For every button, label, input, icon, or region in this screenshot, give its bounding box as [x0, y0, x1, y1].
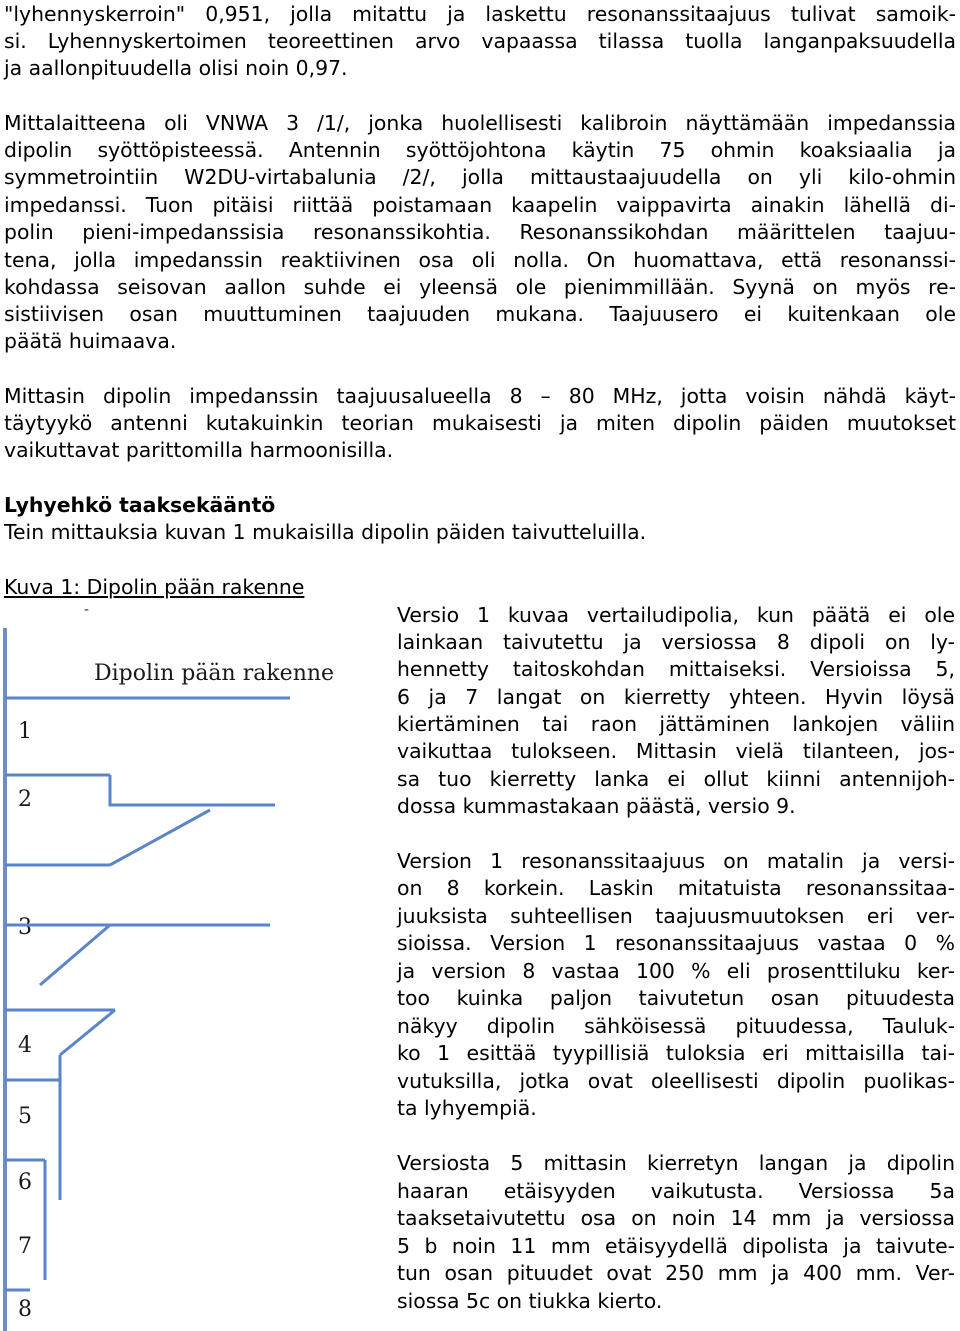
- text-line: vaikuttaa tulokseen. Mittasin vielä tilanteen, jos-: [397, 739, 955, 763]
- text-line: 6 ja 7 langat on kierretty yhteen. Hyvin löysä: [397, 685, 955, 709]
- dipole-end-figure: [0, 600, 380, 1331]
- text-line: ja version 8 vastaa 100 % eli prosenttiluku ker-: [397, 959, 955, 983]
- version-label-2: 2: [18, 787, 32, 812]
- text-line: täytyykö antenni kutakuinkin teorian mukaisesti ja miten dipolin päiden muutokset: [4, 411, 956, 435]
- text-line: impedanssi. Tuon pitäisi riittää poistamaan kaapelin vaippavirta ainakin lähellä di-: [4, 193, 956, 217]
- figure-tick-mark: -: [84, 602, 90, 618]
- text-line: tun osan pituudet ovat 250 mm ja 400 mm. Ver-: [397, 1261, 955, 1285]
- text-line: siossa 5c on tiukka kierto.: [397, 1289, 663, 1313]
- figure-title: Dipolin pään rakenne: [94, 661, 335, 686]
- text-line: dipolin syöttöpisteessä. Antennin syöttöjohtona käytin 75 ohmin koaksiaalia ja: [4, 138, 956, 162]
- version-label-7: 7: [18, 1234, 32, 1259]
- text-line: juuksista suhteellisen taajuusmuutoksen eri ver-: [397, 904, 955, 928]
- text-line: Version 1 resonanssitaajuus on matalin ja versi-: [397, 849, 955, 873]
- version-2-bend: [110, 775, 275, 805]
- text-line: haaran etäisyyden vaikutusta. Versiossa 5a: [397, 1179, 955, 1203]
- figure-caption: Kuva 1: Dipolin pään rakenne: [4, 575, 305, 599]
- version-label-1: 1: [18, 719, 32, 744]
- text-line: ko 1 esittää tyypillisiä tuloksia eri mittaisilla tai-: [397, 1041, 955, 1065]
- version-label-3: 3: [18, 915, 32, 940]
- version-label-5: 5: [18, 1104, 32, 1129]
- version-5-bend: [60, 1010, 115, 1055]
- text-line: päätä huimaava.: [4, 329, 177, 353]
- text-line: näkyy dipolin sähköisessä pituudessa, Tauluk-: [397, 1014, 955, 1038]
- text-line: symmetrointiin W2DU-virtabalunia /2/, jolla mittaustaajuudella on yli kilo-ohmin: [4, 165, 956, 189]
- text-line: 5 b noin 11 mm etäisyydellä dipolista ja taivute-: [397, 1234, 955, 1258]
- text-line: taaksetaivutettu osa on noin 14 mm ja versiossa: [397, 1206, 955, 1230]
- text-line: polin pieni-impedanssisia resonanssikohtia. Resonanssikohdan määrittelen taajuu-: [4, 220, 956, 244]
- text-line: sistiivisen osan muuttuminen taajuuden mukana. Taajuusero ei kuitenkaan ole: [4, 302, 956, 326]
- text-line: hennetty taitoskohdan mittaiseksi. Versioissa 5,: [397, 657, 955, 681]
- text-line: si. Lyhennyskertoimen teoreettinen arvo vapaassa tilassa tuolla langanpaksuudella: [4, 29, 956, 53]
- text-line: sa tuo kierretty lanka ei ollut kiinni antennijoh-: [397, 767, 955, 791]
- text-line: too kuinka paljon taivutetun osan pituudesta: [397, 986, 955, 1010]
- text-line: vutuksilla, jotka ovat oleellisesti dipolin puolikas-: [397, 1069, 955, 1093]
- text-line: vaikuttavat parittomilla harmoonisilla.: [4, 438, 394, 462]
- text-line: ja aallonpituudella olisi noin 0,97.: [4, 56, 348, 80]
- text-line: Versio 1 kuvaa vertailudipolia, kun päätä ei ole: [397, 603, 955, 627]
- version-4-bend: [40, 925, 110, 985]
- version-label-8: 8: [18, 1297, 32, 1322]
- text-line: tena, jolla impedanssin reaktiivinen osa oli nolla. On huomattava, että resonanssi-: [4, 248, 956, 272]
- version-label-4: 4: [18, 1033, 32, 1058]
- version-label-6: 6: [18, 1170, 32, 1195]
- text-line: ta lyhyempiä.: [397, 1096, 537, 1120]
- text-line: Mittalaitteena oli VNWA 3 /1/, jonka huolellisesti kalibroin näyttämään impedanssia: [4, 111, 956, 135]
- text-line: on 8 korkein. Laskin mitatuista resonanssitaa-: [397, 876, 955, 900]
- text-line: "lyhennyskerroin" 0,951, jolla mitattu ja laskettu resonanssitaajuus tulivat samoik-: [4, 2, 956, 26]
- text-line: dossa kummastakaan päästä, versio 9.: [397, 794, 796, 818]
- text-line: sioissa. Version 1 resonanssitaajuus vastaa 0 %: [397, 931, 955, 955]
- section-heading: Lyhyehkö taaksekääntö: [4, 493, 276, 517]
- version-3-bend: [110, 810, 210, 865]
- text-line: Mittasin dipolin impedanssin taajuusalueella 8 – 80 MHz, jotta voisin nähdä käyt-: [4, 384, 956, 408]
- intro-text: Tein mittauksia kuvan 1 mukaisilla dipolin päiden taivutteluilla.: [4, 520, 647, 544]
- text-line: Versiosta 5 mittasin kierretyn langan ja dipolin: [397, 1151, 955, 1175]
- text-line: kiertäminen tai raon jättäminen lankojen väliin: [397, 712, 955, 736]
- text-line: lainkaan taivutettu ja versiossa 8 dipoli on ly-: [397, 630, 955, 654]
- text-line: kohdassa seisovan aallon suhde ei yleensä ole pienimmillään. Syynä on myös re-: [4, 275, 956, 299]
